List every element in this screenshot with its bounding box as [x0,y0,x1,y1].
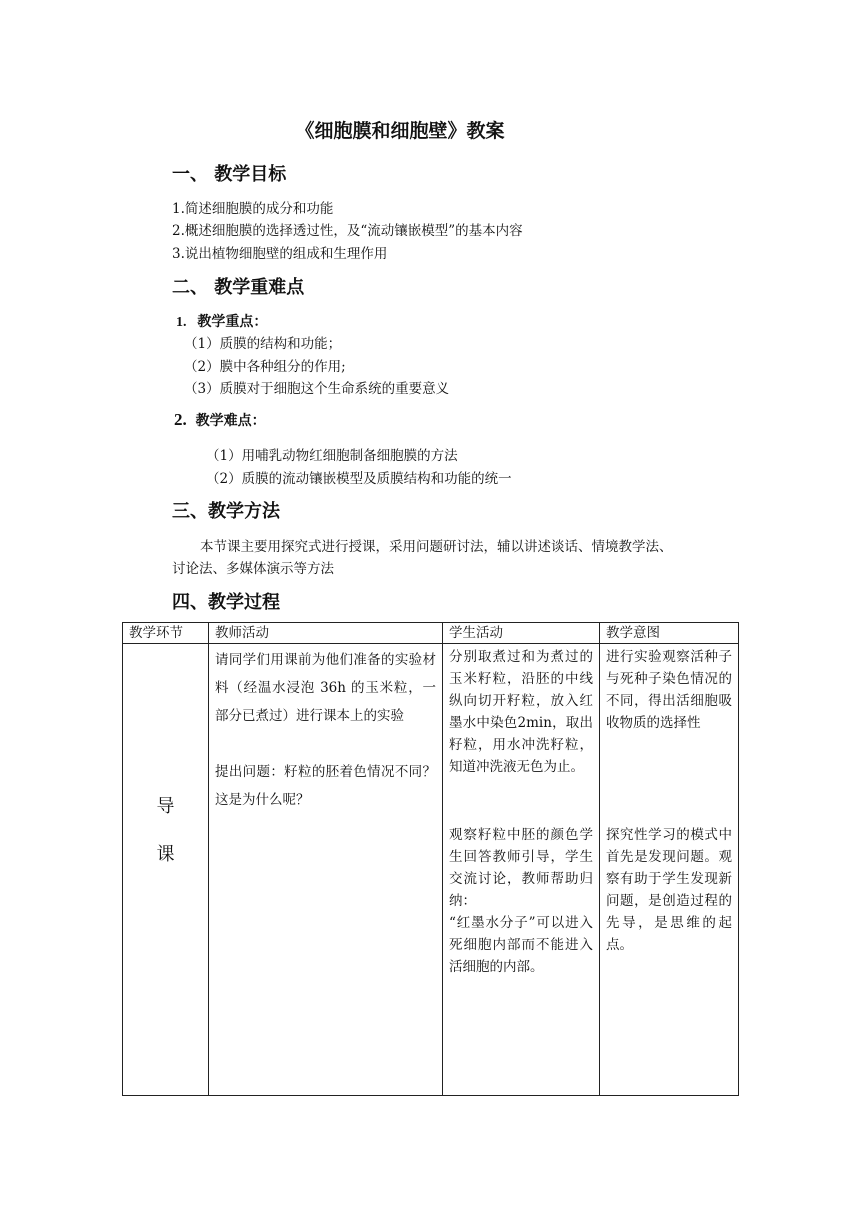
table-row [123,644,739,1096]
section-heading-objectives: 一、 教学目标 [172,164,287,185]
difficult-points-label: 教学难点： [195,413,266,429]
section-heading-methods: 三、教学方法 [172,501,280,522]
table-header-row [123,623,739,644]
document-title: 《细胞膜和细胞壁》教案 [295,120,505,142]
student-activity-paragraph-1: 分别取煮过和为煮过的玉米籽粒，沿胚的中线纵向切开籽粒，放入红墨水中染色2min，取出籽粒，用水冲洗籽粒，知道冲洗液无色为止。 [449,649,593,775]
teaching-intent-paragraph-1: 进行实验观察活种子与死种子染色情况的不同，得出活细胞吸收物质的选择性 [606,649,732,731]
objective-item-3: 3.说出植物细胞壁的组成和生理作用 [172,246,388,262]
header-student-activity: 学生活动 [443,623,600,644]
key-points-subheading [176,311,267,331]
difficult-point-item-2: （2）质膜的流动镶嵌模型及质膜结构和功能的统一 [206,471,512,487]
key-points-number: 1. [176,315,187,330]
teacher-activity-paragraph-1: 请同学们用课前为他们准备的实验材料（经温水浸泡 36h 的玉米粒，一部分已煮过）进行课本上的实验 [215,652,436,724]
methods-text-line-2: 讨论法、多媒体演示等方法 [172,561,334,577]
stage-char-2: 课 [156,844,175,865]
teacher-activity-paragraph-2: 提出问题：籽粒的胚着色情况不同？这是为什么呢？ [215,764,436,808]
key-point-item-2: （2）膜中各种组分的作用; [184,359,346,375]
key-point-item-3: （3）质膜对于细胞这个生命系统的重要意义 [184,381,450,397]
teaching-intent-cell [600,644,739,1096]
key-point-item-1: （1）质膜的结构和功能； [184,336,342,352]
difficult-point-item-1: （1）用哺乳动物红细胞制备细胞膜的方法 [206,448,458,464]
teaching-intent-paragraph-2: 探究性学习的模式中首先是发现问题。观察有助于学生发现新问题，是创造过程的先导，是思维的起点。 [606,827,732,953]
header-stage: 教学环节 [123,623,209,644]
methods-text-line-1: 本节课主要用探究式进行授课，采用问题研讨法，辅以讲述谈话、情境教学法、 [200,539,673,555]
student-activity-cell [443,644,600,1096]
header-teacher-activity: 教师活动 [209,623,443,644]
student-activity-paragraph-3: “红墨水分子”可以进入死细胞内部而不能进入活细胞的内部。 [449,915,593,975]
objective-item-1: 1.简述细胞膜的成分和功能 [172,201,334,217]
student-activity-paragraph-2: 观察籽粒中胚的颜色学生回答教师引导，学生交流讨论，教师帮助归纳： [449,827,593,909]
teacher-activity-cell [209,644,443,1096]
key-points-label: 教学重点： [197,314,268,330]
difficult-points-number: 2. [174,410,187,429]
stage-char-1: 导 [156,796,175,817]
section-heading-process: 四、教学过程 [172,592,280,613]
difficult-points-subheading [174,410,266,430]
teaching-process-table [122,622,739,1096]
stage-cell [123,644,209,1096]
header-teaching-intent: 教学意图 [600,623,739,644]
objective-item-2: 2.概述细胞膜的选择透过性，及“流动镶嵌模型”的基本内容 [172,223,523,239]
section-heading-key-points: 二、 教学重难点 [172,277,305,298]
